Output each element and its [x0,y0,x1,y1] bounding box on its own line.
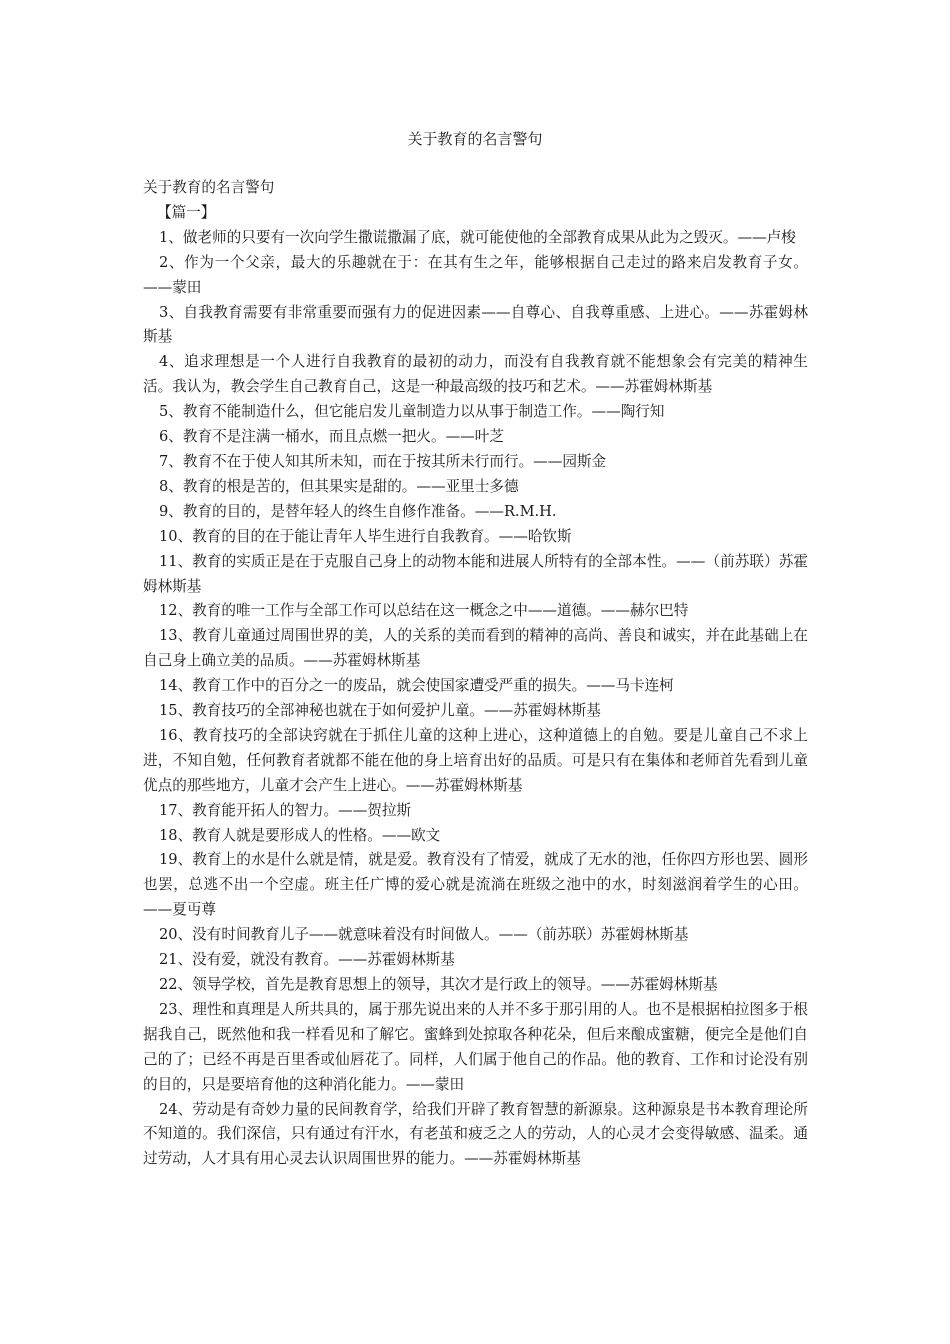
quote-item: 6、教育不是注满一桶水，而且点燃一把火。——叶芝 [159,428,504,446]
section-heading: 【篇一】 [157,203,216,221]
quote-item: 1、做老师的只要有一次向学生撒谎撒漏了底，就可能使他的全部教育成果从此为之毁灭。——卢梭 [159,228,796,246]
document-body [143,176,808,1172]
quote-item: 4、追求理想是一个人进行自我教育的最初的动力，而没有自我教育就不能想象会有完美的精神生活。我认为，教会学生自己教育自己，这是一种最高级的技巧和艺术。——苏霍姆林斯基 [143,353,808,396]
quote-item: 11、教育的实质正是在于克服自己身上的动物本能和进展人所特有的全部本性。——（前苏联）苏霍姆林斯基 [143,552,808,595]
quote-item: 21、没有爱，就没有教育。——苏霍姆林斯基 [159,951,455,969]
quote-item: 13、教育儿童通过周围世界的美，人的关系的美而看到的精神的高尚、善良和诚实，并在此基础上在自己身上确立美的品质。——苏霍姆林斯基 [143,627,808,670]
quote-item: 20、没有时间教育儿子——就意味着没有时间做人。——（前苏联）苏霍姆林斯基 [159,926,689,944]
quote-item: 15、教育技巧的全部神秘也就在于如何爱护儿童。——苏霍姆林斯基 [159,702,601,720]
quote-item: 24、劳动是有奇妙力量的民间教育学，给我们开辟了教育智慧的新源泉。这种源泉是书本教育理论所不知道的。我们深信，只有通过有汗水，有老茧和疲乏之人的劳动，人的心灵才会变得敏感、温柔。通过劳动，人才具有用心灵去认识周围世界的能力。——苏霍姆林斯基 [143,1100,808,1168]
document-title: 关于教育的名言警句 [407,130,543,148]
quote-item: 22、领导学校，首先是教育思想上的领导，其次才是行政上的领导。——苏霍姆林斯基 [159,976,718,993]
quote-item: 8、教育的根是苦的，但其果实是甜的。——亚里士多德 [159,477,519,495]
quote-item: 9、教育的目的，是替年轻人的终生自修作准备。——R.M.H. [159,502,557,520]
quote-item: 14、教育工作中的百分之一的废品，就会使国家遭受严重的损失。——马卡连柯 [159,677,674,695]
quote-item: 17、教育能开拓人的智力。——贺拉斯 [159,801,412,819]
quote-item: 19、教育上的水是什么就是情，就是爱。教育没有了情爱，就成了无水的池，任你四方形也罢、圆形也罢，总逃不出一个空虚。班主任广博的爱心就是流淌在班级之池中的水，时刻滋润着学生的心田。——夏丏尊 [143,851,808,919]
document-subtitle: 关于教育的名言警句 [143,179,275,196]
quote-item: 7、教育不在于使人知其所未知，而在于按其所未行而行。——园斯金 [159,452,607,470]
quote-item: 10、教育的目的在于能让青年人毕生进行自我教育。——哈钦斯 [159,527,572,545]
quote-item: 23、理性和真理是人所共具的，属于那先说出来的人并不多于那引用的人。也不是根据柏拉图多于根据我自己，既然他和我一样看见和了解它。蜜蜂到处掠取各种花朵，但后来酿成蜜糖，便完全是他们自己的了；已经不再是百里香或仙唇花了。同样，人们属于他自己的作品。他的教育、工作和讨论没有别的目的，只是要培育他的这种消化能力。——蒙田 [143,1000,808,1093]
quote-item: 12、教育的唯一工作与全部工作可以总结在这一概念之中——道德。——赫尔巴特 [159,602,689,620]
quote-item: 18、教育人就是要形成人的性格。——欧文 [159,826,441,844]
quote-item: 3、自我教育需要有非常重要而强有力的促进因素——自尊心、自我尊重感、上进心。——苏霍姆林斯基 [143,303,808,346]
quote-item: 2、作为一个父亲，最大的乐趣就在于：在其有生之年，能够根据自己走过的路来启发教育子女。——蒙田 [143,253,808,296]
quote-item: 5、教育不能制造什么，但它能启发儿童制造力以从事于制造工作。——陶行知 [159,403,665,421]
quote-item: 16、教育技巧的全部诀窍就在于抓住儿童的这种上进心，这种道德上的自勉。要是儿童自己不求上进，不知自勉，任何教育者就都不能在他的身上培育出好的品质。可是只有在集体和老师首先看到儿童优点的那些地方，儿童才会产生上进心。——苏霍姆林斯基 [143,726,808,794]
